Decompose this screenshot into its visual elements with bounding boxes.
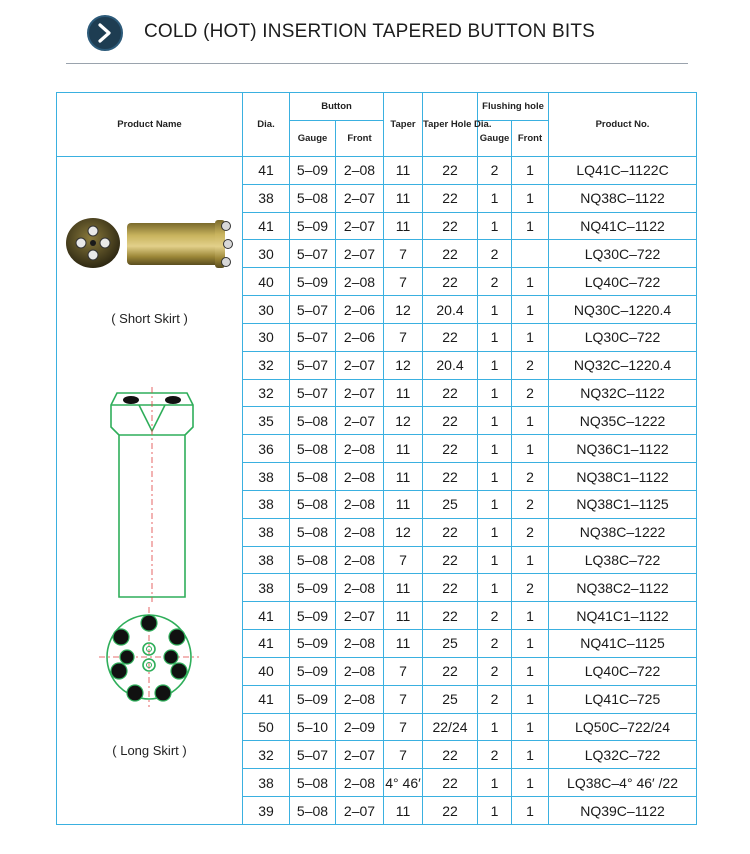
cell-dia: 38 bbox=[243, 184, 290, 212]
long-skirt-caption: ( Long Skirt ) bbox=[112, 743, 187, 758]
cell-button-gauge: 5–07 bbox=[290, 240, 336, 268]
cell-taper: 7 bbox=[384, 741, 423, 769]
cell-flushing-front: 2 bbox=[512, 490, 549, 518]
cell-taper-hole-dia: 22 bbox=[423, 797, 478, 825]
cell-dia: 41 bbox=[243, 157, 290, 185]
cell-flushing-gauge: 2 bbox=[478, 602, 512, 630]
cell-taper-hole-dia: 22 bbox=[423, 407, 478, 435]
cell-taper: 11 bbox=[384, 435, 423, 463]
header-divider bbox=[66, 63, 688, 64]
product-name-cell bbox=[57, 157, 243, 825]
cell-taper: 7 bbox=[384, 240, 423, 268]
cell-taper: 12 bbox=[384, 351, 423, 379]
cell-button-front: 2–07 bbox=[336, 351, 384, 379]
header-button: Button bbox=[290, 93, 384, 121]
cell-button-gauge: 5–09 bbox=[290, 657, 336, 685]
cell-flushing-gauge: 1 bbox=[478, 546, 512, 574]
cell-taper-hole-dia: 22 bbox=[423, 657, 478, 685]
cell-dia: 35 bbox=[243, 407, 290, 435]
cell-flushing-front: 1 bbox=[512, 630, 549, 658]
cell-button-front: 2–08 bbox=[336, 685, 384, 713]
cell-button-front: 2–07 bbox=[336, 184, 384, 212]
cell-flushing-gauge: 1 bbox=[478, 574, 512, 602]
cell-button-gauge: 5–07 bbox=[290, 323, 336, 351]
cell-button-front: 2–06 bbox=[336, 323, 384, 351]
cell-dia: 30 bbox=[243, 296, 290, 324]
cell-taper: 11 bbox=[384, 379, 423, 407]
cell-button-front: 2–07 bbox=[336, 379, 384, 407]
header-flushing-front: Front bbox=[512, 121, 549, 157]
cell-flushing-gauge: 2 bbox=[478, 657, 512, 685]
cell-flushing-front: 1 bbox=[512, 212, 549, 240]
cell-taper-hole-dia: 25 bbox=[423, 630, 478, 658]
cell-dia: 30 bbox=[243, 240, 290, 268]
cell-flushing-gauge: 1 bbox=[478, 379, 512, 407]
cell-taper: 11 bbox=[384, 630, 423, 658]
cell-flushing-front: 1 bbox=[512, 268, 549, 296]
cell-button-gauge: 5–08 bbox=[290, 797, 336, 825]
cell-button-gauge: 5–09 bbox=[290, 685, 336, 713]
cell-product-no: NQ35C–1222 bbox=[549, 407, 697, 435]
cell-button-front: 2–07 bbox=[336, 741, 384, 769]
cell-flushing-front: 1 bbox=[512, 713, 549, 741]
cell-dia: 41 bbox=[243, 685, 290, 713]
short-skirt-bit-image bbox=[63, 209, 238, 279]
cell-flushing-front: 1 bbox=[512, 797, 549, 825]
cell-taper: 7 bbox=[384, 657, 423, 685]
cell-button-gauge: 5–07 bbox=[290, 296, 336, 324]
cell-taper-hole-dia: 22 bbox=[423, 741, 478, 769]
cell-dia: 41 bbox=[243, 630, 290, 658]
chevron-right-circle-icon bbox=[86, 14, 124, 52]
cell-dia: 30 bbox=[243, 323, 290, 351]
header-product-no: Product No. bbox=[549, 93, 697, 157]
cell-flushing-gauge: 1 bbox=[478, 797, 512, 825]
cell-taper-hole-dia: 22 bbox=[423, 574, 478, 602]
cell-flushing-gauge: 1 bbox=[478, 463, 512, 491]
cell-taper: 11 bbox=[384, 184, 423, 212]
cell-taper: 12 bbox=[384, 296, 423, 324]
cell-dia: 36 bbox=[243, 435, 290, 463]
header-product-name: Product Name bbox=[57, 93, 243, 157]
cell-taper-hole-dia: 22 bbox=[423, 546, 478, 574]
cell-flushing-front: 1 bbox=[512, 157, 549, 185]
cell-product-no: NQ38C1–1122 bbox=[549, 463, 697, 491]
cell-flushing-gauge: 1 bbox=[478, 212, 512, 240]
cell-flushing-gauge: 2 bbox=[478, 240, 512, 268]
cell-product-no: NQ38C–1222 bbox=[549, 518, 697, 546]
cell-button-gauge: 5–09 bbox=[290, 268, 336, 296]
cell-dia: 32 bbox=[243, 741, 290, 769]
cell-taper: 11 bbox=[384, 797, 423, 825]
cell-flushing-gauge: 2 bbox=[478, 630, 512, 658]
cell-product-no: NQ30C–1220.4 bbox=[549, 296, 697, 324]
cell-product-no: NQ32C–1220.4 bbox=[549, 351, 697, 379]
cell-flushing-gauge: 1 bbox=[478, 351, 512, 379]
cell-taper-hole-dia: 22 bbox=[423, 323, 478, 351]
cell-taper-hole-dia: 22 bbox=[423, 769, 478, 797]
cell-button-gauge: 5–08 bbox=[290, 490, 336, 518]
cell-product-no: NQ41C–1125 bbox=[549, 630, 697, 658]
cell-dia: 41 bbox=[243, 212, 290, 240]
cell-taper: 11 bbox=[384, 574, 423, 602]
cell-button-front: 2–08 bbox=[336, 657, 384, 685]
cell-button-gauge: 5–09 bbox=[290, 212, 336, 240]
header-button-gauge: Gauge bbox=[290, 121, 336, 157]
cell-flushing-gauge: 1 bbox=[478, 407, 512, 435]
cell-button-gauge: 5–08 bbox=[290, 463, 336, 491]
long-skirt-bit-drawing bbox=[97, 387, 207, 602]
cell-taper-hole-dia: 22 bbox=[423, 157, 478, 185]
cell-button-front: 2–08 bbox=[336, 435, 384, 463]
cell-button-front: 2–09 bbox=[336, 713, 384, 741]
cell-dia: 32 bbox=[243, 379, 290, 407]
cell-button-front: 2–08 bbox=[336, 157, 384, 185]
cell-button-front: 2–07 bbox=[336, 602, 384, 630]
cell-taper-hole-dia: 22/24 bbox=[423, 713, 478, 741]
cell-dia: 32 bbox=[243, 351, 290, 379]
header-taper-hole-dia: Taper Hole Dia. bbox=[423, 93, 478, 157]
cell-button-front: 2–08 bbox=[336, 518, 384, 546]
cell-button-front: 2–07 bbox=[336, 797, 384, 825]
cell-product-no: LQ30C–722 bbox=[549, 323, 697, 351]
header-flushing-hole: Flushing hole bbox=[478, 93, 549, 121]
cell-taper: 7 bbox=[384, 713, 423, 741]
cell-button-gauge: 5–08 bbox=[290, 546, 336, 574]
cell-button-front: 2–08 bbox=[336, 546, 384, 574]
cell-product-no: LQ40C–722 bbox=[549, 268, 697, 296]
cell-product-no: NQ36C1–1122 bbox=[549, 435, 697, 463]
header-button-front: Front bbox=[336, 121, 384, 157]
cell-dia: 38 bbox=[243, 546, 290, 574]
cell-button-front: 2–08 bbox=[336, 769, 384, 797]
cell-taper: 11 bbox=[384, 157, 423, 185]
spec-table-body bbox=[57, 157, 697, 825]
cell-product-no: NQ41C1–1122 bbox=[549, 602, 697, 630]
cell-taper-hole-dia: 20.4 bbox=[423, 351, 478, 379]
cell-button-front: 2–08 bbox=[336, 268, 384, 296]
cell-taper-hole-dia: 25 bbox=[423, 685, 478, 713]
cell-flushing-front: 2 bbox=[512, 379, 549, 407]
cell-flushing-gauge: 1 bbox=[478, 769, 512, 797]
cell-flushing-front: 1 bbox=[512, 296, 549, 324]
cell-flushing-front: 1 bbox=[512, 685, 549, 713]
cell-taper-hole-dia: 25 bbox=[423, 490, 478, 518]
cell-dia: 39 bbox=[243, 797, 290, 825]
cell-button-gauge: 5–09 bbox=[290, 157, 336, 185]
cell-taper-hole-dia: 22 bbox=[423, 518, 478, 546]
cell-button-gauge: 5–09 bbox=[290, 602, 336, 630]
cell-dia: 38 bbox=[243, 769, 290, 797]
page-header bbox=[0, 0, 750, 70]
cell-flushing-gauge: 1 bbox=[478, 184, 512, 212]
cell-taper-hole-dia: 22 bbox=[423, 184, 478, 212]
cell-flushing-front: 2 bbox=[512, 574, 549, 602]
header-flushing-gauge: Gauge bbox=[478, 121, 512, 157]
cell-taper: 7 bbox=[384, 546, 423, 574]
cell-flushing-front: 1 bbox=[512, 407, 549, 435]
header-taper: Taper bbox=[384, 93, 423, 157]
cell-flushing-gauge: 2 bbox=[478, 685, 512, 713]
cell-flushing-front: 1 bbox=[512, 546, 549, 574]
cell-button-front: 2–06 bbox=[336, 296, 384, 324]
cell-button-gauge: 5–09 bbox=[290, 630, 336, 658]
cell-dia: 41 bbox=[243, 602, 290, 630]
header-dia: Dia. bbox=[243, 93, 290, 157]
cell-button-gauge: 5–08 bbox=[290, 518, 336, 546]
cell-taper-hole-dia: 22 bbox=[423, 602, 478, 630]
long-skirt-bit-face bbox=[99, 607, 199, 707]
cell-flushing-gauge: 1 bbox=[478, 296, 512, 324]
cell-dia: 40 bbox=[243, 657, 290, 685]
cell-product-no: NQ39C–1122 bbox=[549, 797, 697, 825]
cell-taper-hole-dia: 22 bbox=[423, 240, 478, 268]
cell-product-no: LQ38C–722 bbox=[549, 546, 697, 574]
cell-product-no: NQ38C–1122 bbox=[549, 184, 697, 212]
cell-taper: 12 bbox=[384, 407, 423, 435]
cell-button-front: 2–08 bbox=[336, 630, 384, 658]
cell-button-gauge: 5–07 bbox=[290, 741, 336, 769]
cell-taper: 11 bbox=[384, 463, 423, 491]
cell-button-gauge: 5–08 bbox=[290, 184, 336, 212]
cell-button-front: 2–07 bbox=[336, 212, 384, 240]
page-title: COLD (HOT) INSERTION TAPERED BUTTON BITS bbox=[144, 21, 596, 42]
cell-dia: 38 bbox=[243, 490, 290, 518]
cell-flushing-gauge: 1 bbox=[478, 490, 512, 518]
cell-taper-hole-dia: 22 bbox=[423, 463, 478, 491]
cell-button-gauge: 5–08 bbox=[290, 407, 336, 435]
cell-button-gauge: 5–07 bbox=[290, 351, 336, 379]
cell-flushing-front: 1 bbox=[512, 741, 549, 769]
cell-taper: 7 bbox=[384, 268, 423, 296]
cell-taper: 11 bbox=[384, 602, 423, 630]
cell-flushing-front: 1 bbox=[512, 184, 549, 212]
cell-flushing-gauge: 2 bbox=[478, 268, 512, 296]
cell-taper: 4° 46′ bbox=[384, 769, 423, 797]
cell-button-gauge: 5–08 bbox=[290, 769, 336, 797]
cell-button-front: 2–07 bbox=[336, 407, 384, 435]
cell-flushing-front: 2 bbox=[512, 518, 549, 546]
cell-flushing-gauge: 1 bbox=[478, 435, 512, 463]
cell-button-gauge: 5–10 bbox=[290, 713, 336, 741]
cell-taper-hole-dia: 22 bbox=[423, 268, 478, 296]
cell-button-front: 2–08 bbox=[336, 574, 384, 602]
cell-button-gauge: 5–08 bbox=[290, 435, 336, 463]
cell-flushing-front: 1 bbox=[512, 323, 549, 351]
table-row bbox=[57, 157, 697, 185]
cell-product-no: LQ30C–722 bbox=[549, 240, 697, 268]
cell-flushing-front: 1 bbox=[512, 657, 549, 685]
cell-product-no: LQ41C–1122C bbox=[549, 157, 697, 185]
cell-button-front: 2–08 bbox=[336, 463, 384, 491]
cell-flushing-front: 1 bbox=[512, 602, 549, 630]
cell-flushing-gauge: 1 bbox=[478, 713, 512, 741]
cell-product-no: LQ40C–722 bbox=[549, 657, 697, 685]
cell-flushing-front: 2 bbox=[512, 351, 549, 379]
cell-taper: 11 bbox=[384, 212, 423, 240]
cell-flushing-front: 2 bbox=[512, 463, 549, 491]
cell-button-front: 2–07 bbox=[336, 240, 384, 268]
cell-button-gauge: 5–09 bbox=[290, 574, 336, 602]
cell-product-no: LQ38C–4° 46′ /22 bbox=[549, 769, 697, 797]
cell-product-no: LQ50C–722/24 bbox=[549, 713, 697, 741]
cell-dia: 40 bbox=[243, 268, 290, 296]
cell-flushing-front bbox=[512, 240, 549, 268]
product-illustrations bbox=[57, 157, 242, 824]
cell-taper: 7 bbox=[384, 323, 423, 351]
cell-dia: 38 bbox=[243, 518, 290, 546]
cell-taper-hole-dia: 22 bbox=[423, 212, 478, 240]
cell-flushing-gauge: 2 bbox=[478, 741, 512, 769]
cell-button-front: 2–08 bbox=[336, 490, 384, 518]
spec-table bbox=[56, 92, 697, 825]
cell-dia: 38 bbox=[243, 574, 290, 602]
cell-taper: 12 bbox=[384, 518, 423, 546]
cell-taper: 11 bbox=[384, 490, 423, 518]
cell-taper-hole-dia: 22 bbox=[423, 379, 478, 407]
cell-product-no: NQ32C–1122 bbox=[549, 379, 697, 407]
cell-dia: 38 bbox=[243, 463, 290, 491]
cell-flushing-gauge: 2 bbox=[478, 157, 512, 185]
cell-flushing-gauge: 1 bbox=[478, 518, 512, 546]
cell-dia: 50 bbox=[243, 713, 290, 741]
cell-product-no: NQ38C2–1122 bbox=[549, 574, 697, 602]
short-skirt-caption: ( Short Skirt ) bbox=[111, 311, 188, 326]
cell-taper-hole-dia: 22 bbox=[423, 435, 478, 463]
cell-flushing-gauge: 1 bbox=[478, 323, 512, 351]
cell-flushing-front: 1 bbox=[512, 769, 549, 797]
cell-product-no: LQ32C–722 bbox=[549, 741, 697, 769]
cell-product-no: NQ41C–1122 bbox=[549, 212, 697, 240]
cell-taper: 7 bbox=[384, 685, 423, 713]
cell-product-no: LQ41C–725 bbox=[549, 685, 697, 713]
cell-flushing-front: 1 bbox=[512, 435, 549, 463]
cell-button-gauge: 5–07 bbox=[290, 379, 336, 407]
cell-product-no: NQ38C1–1125 bbox=[549, 490, 697, 518]
cell-taper-hole-dia: 20.4 bbox=[423, 296, 478, 324]
